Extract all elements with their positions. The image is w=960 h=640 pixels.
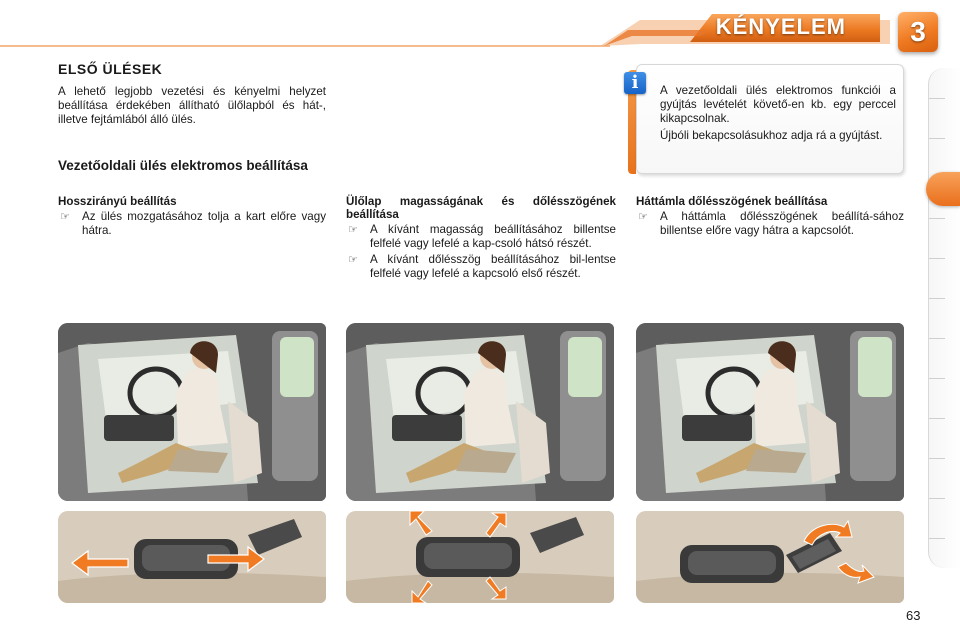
tab-divider [929,458,945,459]
bullet-item [346,223,616,251]
tab-divider [929,338,945,339]
chapter-number-badge: 3 [898,12,938,52]
column-longitudinal [58,195,326,238]
chapter-tab-strip [928,68,960,568]
column-heading: Hosszirányú beállítás [58,195,177,208]
bullet-item [346,253,616,281]
tab-divider [929,498,945,499]
tab-divider [929,298,945,299]
info-box-text [660,84,896,146]
seat-switch-detail-backrest [636,511,904,603]
page-number: 63 [906,608,921,623]
column-cushion-height [346,195,616,281]
car-interior-drawing [346,323,614,501]
pointing-hand-icon: ☞ [638,211,648,223]
info-paragraph: A vezetőoldali ülés elektromos funkciói a gyújtás levételét követő-en kb. egy perccel kikapcsolnak. [660,84,896,125]
tab-divider [929,418,945,419]
seat-switch-drawing [346,511,614,603]
column-backrest [636,195,904,238]
tab-divider [929,98,945,99]
pointing-hand-icon: ☞ [60,211,70,223]
driver-seat-illustration [636,323,904,501]
seat-switch-detail-height [346,511,614,603]
tab-divider [929,378,945,379]
driver-seat-illustration [346,323,614,501]
intro-paragraph: A lehető legjobb vezetési és kényelmi helyzet beállítása érdekében állítható ülőlapból és hát-, illetve fejtámlából álló ülés. [58,85,326,126]
seat-switch-detail-longitudinal [58,511,326,603]
tab-divider [929,538,945,539]
section-title: ELSŐ ÜLÉSEK [58,61,163,77]
car-interior-drawing [636,323,904,501]
pointing-hand-icon: ☞ [348,224,358,236]
chapter-title: KÉNYELEM [715,14,846,39]
info-icon: i [624,72,646,94]
info-paragraph: Újbóli bekapcsolásukhoz adja rá a gyújtást. [660,129,883,142]
tab-divider [929,258,945,259]
column-heading: Ülőlap magasságának és dőlésszögének beállítása [346,195,616,221]
seat-switch-drawing [636,511,904,603]
car-interior-drawing [58,323,326,501]
bullet-text: A kívánt magasság beállításához billentse felfelé vagy lefelé a kap-csoló hátsó részét. [370,223,616,250]
tab-divider [929,218,945,219]
bullet-text: A háttámla dőlésszögének beállítá-sához billentse előre vagy hátra a kapcsolót. [660,210,904,237]
driver-seat-illustration [58,323,326,501]
tab-divider [929,138,945,139]
bullet-item [58,210,326,238]
seat-switch-drawing [58,511,326,603]
chapter-tab-active[interactable] [926,172,960,206]
bullet-text: A kívánt dőlésszög beállításához bil-lentse felfelé vagy lefelé a kapcsoló első részét. [370,253,616,280]
subsection-title: Vezetőoldali ülés elektromos beállítása [58,158,308,173]
pointing-hand-icon: ☞ [348,254,358,266]
bullet-item [636,210,904,238]
bullet-text: Az ülés mozgatásához tolja a kart előre vagy hátra. [82,210,326,237]
column-heading: Háttámla dőlésszögének beállítása [636,195,828,208]
